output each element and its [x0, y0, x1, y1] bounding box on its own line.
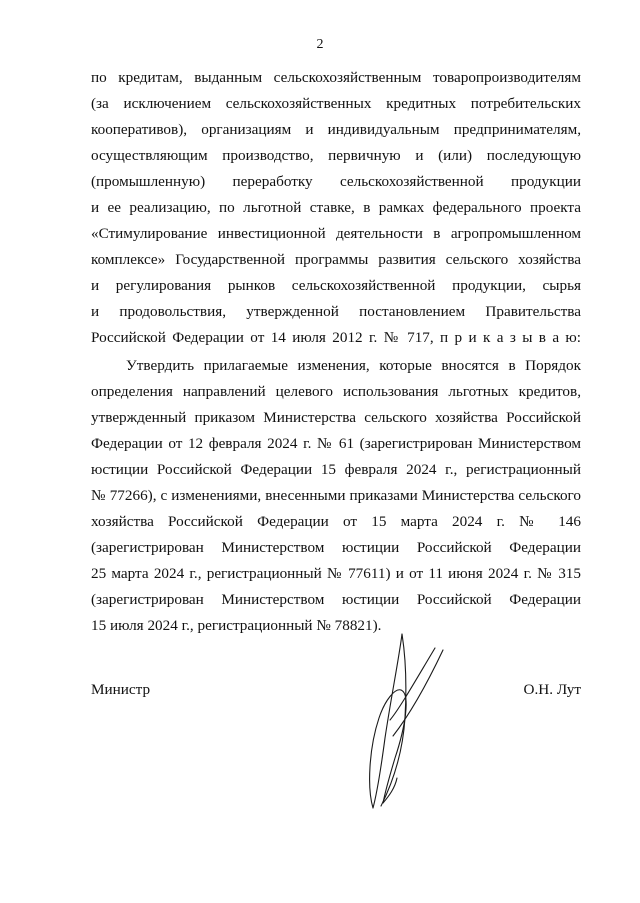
text-line: (зарегистрирован Министерством юстиции Российской Федерации [91, 539, 581, 556]
handwritten-signature-icon [355, 628, 465, 813]
text-line: Утвердить прилагаемые изменения, которые вносятся в Порядок [126, 357, 581, 374]
signatory-name: О.Н. Лут [523, 681, 581, 698]
text-line: комплексе» Государственной программы развития сельского хозяйства [91, 251, 581, 268]
text-line: и продовольствия, утвержденной постановлением Правительства [91, 303, 581, 320]
page-number: 2 [316, 37, 324, 52]
text-line: и ее реализацию, по льготной ставке, в рамках федерального проекта [91, 199, 581, 216]
text-line: хозяйства Российской Федерации от 15 марта 2024 г. № 146 [91, 513, 581, 530]
text-line: 15 июля 2024 г., регистрационный № 78821). [91, 617, 382, 634]
text-line: юстиции Российской Федерации 15 февраля 2024 г., регистрационный [91, 461, 581, 478]
text-line: (за исключением сельскохозяйственных кредитных потребительских [91, 95, 581, 112]
text-line: определения направлений целевого использования льготных кредитов, [91, 383, 581, 400]
text-line: кооперативов), организациям и индивидуальным предпринимателям, [91, 121, 581, 138]
text-line: осуществляющим производство, первичную и (или) последующую [91, 147, 581, 164]
signatory-role: Министр [91, 681, 151, 698]
paragraph-preamble [91, 65, 581, 351]
paragraph-order [91, 353, 581, 639]
text-line: (промышленную) переработку сельскохозяйственной продукции [91, 173, 581, 190]
text-line: «Стимулирование инвестиционной деятельности в агропромышленном [91, 225, 581, 242]
text-line: по кредитам, выданным сельскохозяйственным товаропроизводителям [91, 69, 581, 86]
text-line: № 77266), с изменениями, внесенными приказами Министерства сельского [91, 487, 581, 504]
text-line: 25 марта 2024 г., регистрационный № 77611) и от 11 июня 2024 г. № 315 [91, 565, 581, 582]
text-line: (зарегистрирован Министерством юстиции Российской Федерации [91, 591, 581, 608]
text-line: и регулирования рынков сельскохозяйственной продукции, сырья [91, 277, 581, 294]
text-line-order-clause: Российской Федерации от 14 июля 2012 г. № 717, п р и к а з ы в а ю: [91, 329, 581, 346]
text-line: утвержденный приказом Министерства сельского хозяйства Российской [91, 409, 581, 426]
text-line: Федерации от 12 февраля 2024 г. № 61 (зарегистрирован Министерством [91, 435, 581, 452]
